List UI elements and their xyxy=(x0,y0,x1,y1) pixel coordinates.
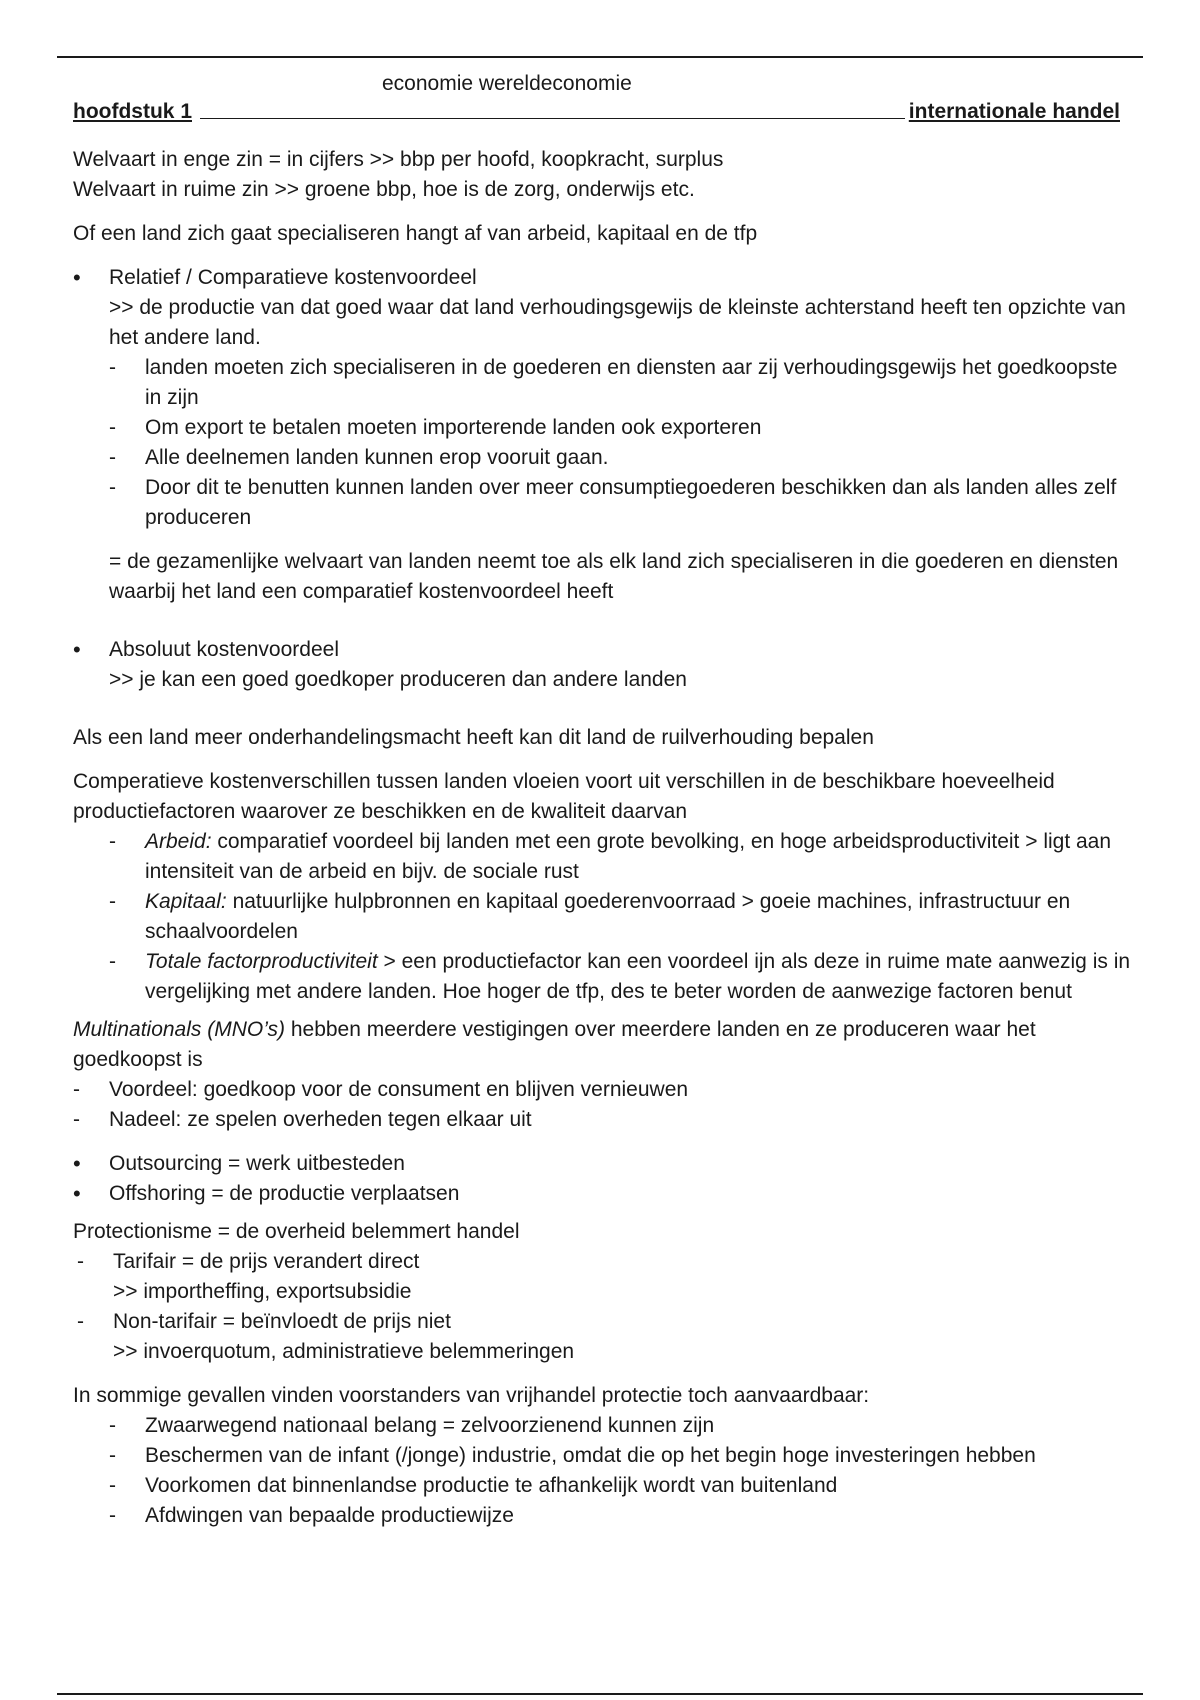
protectionisme-title: Protectionisme = de overheid belemmert handel xyxy=(73,1220,520,1243)
comparatief-title: • Relatief / Comparatieve kostenvoordeel xyxy=(109,266,477,289)
absoluut-title: • Absoluut kostenvoordeel xyxy=(109,638,339,661)
list-item: - Tarifair = de prijs verandert direct xyxy=(73,1247,1133,1277)
bullet-comparatief xyxy=(73,263,1133,353)
term-text: comparatief voordeel bij landen met een grote bevolking, en hoge arbeidsproductiviteit > ligt aan intensiteit van de arbeid en bijv. de sociale rust xyxy=(145,830,1112,883)
comparatief-desc: >> de productie van dat goed waar dat land verhoudingsgewijs de kleinste achterstand heeft ten opzichte van het andere land. xyxy=(109,296,1126,349)
top-rule xyxy=(57,56,1143,58)
term-text: > een productiefactor kan een voordeel ijn als deze in ruime mate aanwezig is in vergelijking met andere landen. Hoe hoger de tfp, des te beter worden de aanwezige factoren benut xyxy=(145,950,1131,1003)
list-item xyxy=(73,947,1133,1007)
list-item: - Voordeel: goedkoop voor de consument en blijven vernieuwen xyxy=(73,1075,1133,1105)
topic-label: internationale handel xyxy=(908,100,1120,123)
term: Kapitaal: xyxy=(145,890,227,913)
document-body xyxy=(73,145,1133,1531)
vrijhandel-intro: In sommige gevallen vinden voorstanders van vrijhandel protectie toch aanvaardbaar: xyxy=(73,1384,870,1407)
header-underline xyxy=(200,118,905,119)
list-item: - Voorkomen dat binnenlandse productie te afhankelijk wordt van buitenland xyxy=(73,1471,1133,1501)
mno-text xyxy=(73,1015,1133,1075)
list-item: • Outsourcing = werk uitbesteden xyxy=(73,1149,1133,1179)
list-item xyxy=(73,827,1133,887)
list-item: - Afdwingen van bepaalde productiewijze xyxy=(73,1501,1133,1531)
comparatief-conclusion: = de gezamenlijke welvaart van landen neemt toe als elk land zich specialiseren in die goederen en diensten waarbij het land een comparatief kostenvoordeel heeft xyxy=(109,550,1119,603)
list-item: - Zwaarwegend nationaal belang = zelvoorzienend kunnen zijn xyxy=(73,1411,1133,1441)
list-item: - landen moeten zich specialiseren in de goederen en diensten aar zij verhoudingsgewijs het goedkoopste in zijn xyxy=(73,353,1133,413)
bullet-absoluut xyxy=(73,635,1133,695)
term: Arbeid: xyxy=(145,830,212,853)
ruilverhouding-text: Als een land meer onderhandelingsmacht heeft kan dit land de ruilverhouding bepalen xyxy=(73,726,874,749)
list-subitem: >> importheffing, exportsubsidie xyxy=(113,1280,412,1303)
list-item xyxy=(73,887,1133,947)
term: Totale factorproductiviteit xyxy=(145,950,378,973)
list-item: • Offshoring = de productie verplaatsen xyxy=(73,1179,1133,1209)
mno-desc: hebben meerdere vestigingen over meerdere landen en ze produceren waar het goedkoopst is xyxy=(73,1018,1036,1071)
mno-term: Multinationals (MNO’s) xyxy=(73,1018,285,1041)
specialisatie-text: Of een land zich gaat specialiseren hangt af van arbeid, kapitaal en de tfp xyxy=(73,222,758,245)
list-item: - Door dit te benutten kunnen landen over meer consumptiegoederen beschikken dan als landen alles zelf produceren xyxy=(73,473,1133,533)
subject-title: economie wereldeconomie xyxy=(382,72,632,95)
list-item: - Alle deelnemen landen kunnen erop vooruit gaan. xyxy=(73,443,1133,473)
list-item: - Om export te betalen moeten importerende landen ook exporteren xyxy=(73,413,1133,443)
chapter-label: hoofdstuk 1 xyxy=(73,100,192,123)
term-text: natuurlijke hulpbronnen en kapitaal goederenvoorraad > goeie machines, infrastructuur en schaalvoordelen xyxy=(145,890,1071,943)
list-item: - Nadeel: ze spelen overheden tegen elkaar uit xyxy=(73,1105,1133,1135)
welvaart-ruime: Welvaart in ruime zin >> groene bbp, hoe is de zorg, onderwijs etc. xyxy=(73,178,695,201)
list-item: - Non-tarifair = beïnvloedt de prijs niet xyxy=(73,1307,1133,1337)
list-subitem: >> invoerquotum, administratieve belemmeringen xyxy=(113,1340,575,1363)
verschillen-intro: Comperatieve kostenverschillen tussen landen vloeien voort uit verschillen in de beschikbare hoeveelheid productiefactoren waarover ze beschikken en de kwaliteit daarvan xyxy=(73,770,1055,823)
chapter-header xyxy=(73,100,1120,124)
absoluut-desc: >> je kan een goed goedkoper produceren dan andere landen xyxy=(109,668,687,691)
bottom-rule xyxy=(57,1693,1143,1695)
welvaart-enge: Welvaart in enge zin = in cijfers >> bbp per hoofd, koopkracht, surplus xyxy=(73,148,724,171)
list-item: - Beschermen van de infant (/jonge) industrie, omdat die op het begin hoge investeringen hebben xyxy=(73,1441,1133,1471)
